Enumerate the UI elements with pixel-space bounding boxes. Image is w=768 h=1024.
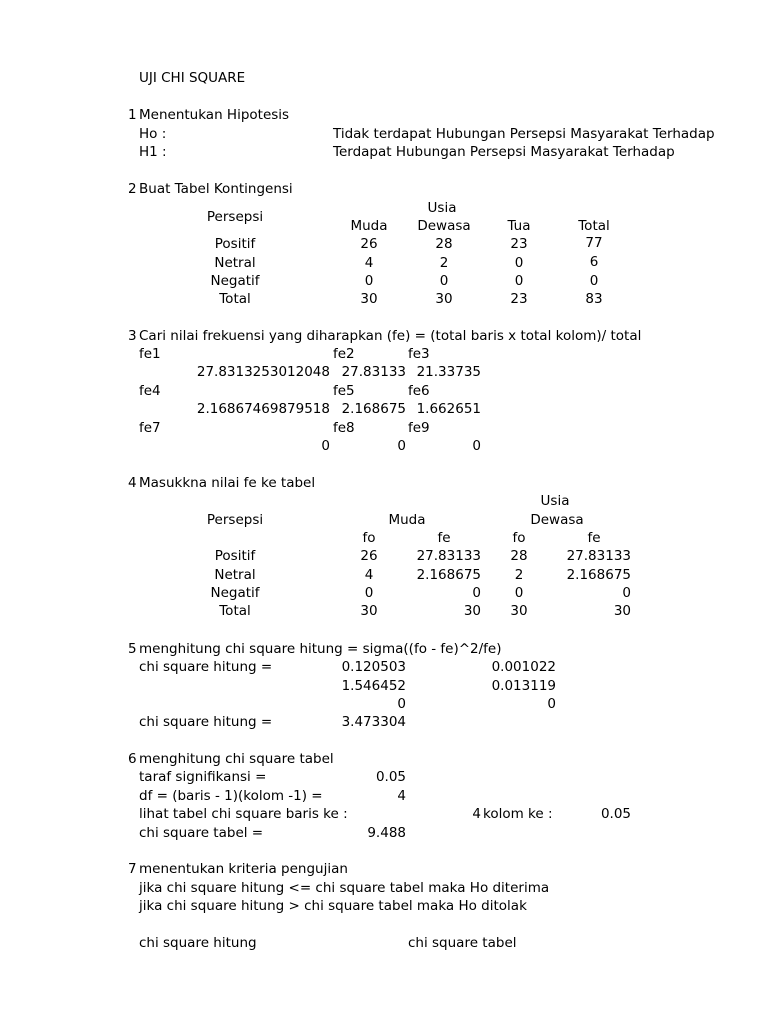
- df-value: 4: [397, 788, 406, 804]
- table-cell: 2: [439, 255, 449, 271]
- page-title: UJI CHI SQUARE: [139, 70, 246, 86]
- col-header-dewasa: Dewasa: [417, 218, 471, 234]
- fe1-label: fe1: [139, 346, 161, 362]
- table-cell: 6: [589, 254, 599, 270]
- table-cell: 26: [360, 548, 378, 564]
- table-cell: 0: [622, 585, 631, 601]
- chi-term-value: 0: [547, 696, 556, 712]
- fe4-value: 2.16867469879518: [196, 401, 330, 417]
- fe8-label: fe8: [333, 420, 355, 436]
- chi-term-value: 1.546452: [341, 678, 406, 694]
- taraf-value: 0.05: [375, 769, 406, 785]
- row-label: Netral: [214, 567, 256, 583]
- fe3-label: fe3: [408, 346, 430, 362]
- taraf-label: taraf signifikansi =: [139, 769, 267, 785]
- table-cell: 30: [510, 603, 528, 619]
- usia-header: Usia: [540, 493, 570, 509]
- step1-number: 1: [128, 107, 137, 123]
- chi-hitung-label: chi square hitung =: [139, 659, 273, 675]
- fe7-value: 0: [321, 438, 330, 454]
- fe-header: fe: [587, 530, 601, 546]
- step7-number: 7: [128, 861, 137, 877]
- persepsi-header: Persepsi: [206, 209, 264, 225]
- step4-heading: Masukkna nilai fe ke tabel: [139, 475, 316, 491]
- step7-heading: menentukan kriteria pengujian: [139, 861, 348, 877]
- dewasa-header: Dewasa: [530, 512, 584, 528]
- col-header-muda: Muda: [350, 218, 388, 234]
- fe3-value: 21.33735: [416, 364, 481, 380]
- df-label: df = (baris - 1)(kolom -1) =: [139, 788, 323, 804]
- table-cell: 0: [472, 585, 481, 601]
- table-cell: 4: [364, 255, 374, 271]
- ho-label: Ho :: [139, 126, 167, 142]
- ho-text: Tidak terdapat Hubungan Persepsi Masyarakat Terhadap: [333, 126, 715, 142]
- row-label: Netral: [214, 255, 256, 271]
- table-cell: 0: [514, 255, 524, 271]
- chi-term-value: 0: [397, 696, 406, 712]
- fe2-value: 27.83133: [341, 364, 406, 380]
- chi-term-value: 0.013119: [491, 678, 556, 694]
- table-cell: 28: [510, 548, 528, 564]
- fe7-label: fe7: [139, 420, 161, 436]
- table-cell: 77: [585, 235, 603, 251]
- step2-heading: Buat Tabel Kontingensi: [139, 181, 293, 197]
- fe6-value: 1.662651: [416, 401, 481, 417]
- table-cell: 0: [364, 273, 374, 289]
- fo-header: fo: [362, 530, 376, 546]
- step1-heading: Menentukan Hipotesis: [139, 107, 290, 123]
- step3-heading: Cari nilai frekuensi yang diharapkan (fe) = (total baris x total kolom)/ total: [139, 328, 642, 344]
- kriteria-line-2: jika chi square hitung > chi square tabel maka Ho ditolak: [139, 898, 527, 914]
- table-cell: 0: [514, 273, 524, 289]
- compare-hitung-label: chi square hitung: [139, 935, 257, 951]
- fe4-label: fe4: [139, 383, 161, 399]
- table-cell: 28: [435, 236, 453, 252]
- row-label: Negatif: [210, 585, 260, 601]
- persepsi-header: Persepsi: [206, 512, 264, 528]
- fe6-label: fe6: [408, 383, 430, 399]
- step5-number: 5: [128, 641, 137, 657]
- chi-tabel-label: chi square tabel =: [139, 825, 264, 841]
- fo-header: fo: [512, 530, 526, 546]
- fe1-value: 27.8313253012048: [196, 364, 330, 380]
- row-label: Positif: [214, 236, 256, 252]
- compare-tabel-label: chi square tabel: [408, 935, 517, 951]
- row-label: Negatif: [210, 273, 260, 289]
- fe9-value: 0: [472, 438, 481, 454]
- row-label: Positif: [214, 548, 256, 564]
- lihat-label: lihat tabel chi square baris ke :: [139, 806, 348, 822]
- table-cell: 4: [364, 567, 374, 583]
- table-cell: 23: [510, 236, 528, 252]
- fe-header: fe: [437, 530, 451, 546]
- table-cell: 27.83133: [566, 548, 631, 564]
- h1-text: Terdapat Hubungan Persepsi Masyarakat Terhadap: [333, 144, 675, 160]
- kolom-value: 0.05: [600, 806, 631, 822]
- step6-heading: menghitung chi square tabel: [139, 751, 334, 767]
- fe5-label: fe5: [333, 383, 355, 399]
- chi-tabel-value: 9.488: [367, 825, 406, 841]
- table-cell: 0: [439, 273, 449, 289]
- table-cell: 27.83133: [416, 548, 481, 564]
- fe9-label: fe9: [408, 420, 430, 436]
- table-cell: 23: [510, 291, 528, 307]
- chi-term-value: 0.001022: [491, 659, 556, 675]
- chi-hitung-total-label: chi square hitung =: [139, 714, 273, 730]
- fe8-value: 0: [397, 438, 406, 454]
- muda-header: Muda: [388, 512, 426, 528]
- fe5-value: 2.168675: [341, 401, 406, 417]
- table-cell: 2.168675: [416, 567, 481, 583]
- h1-label: H1 :: [139, 144, 167, 160]
- step6-number: 6: [128, 751, 137, 767]
- kolom-label: kolom ke :: [483, 806, 553, 822]
- table-cell: 0: [514, 585, 524, 601]
- table-cell: 2: [514, 567, 524, 583]
- table-cell: 0: [589, 273, 599, 289]
- col-header-tua: Tua: [507, 218, 531, 234]
- step5-heading: menghitung chi square hitung = sigma((fo - fe)^2/fe): [139, 641, 502, 657]
- step2-number: 2: [128, 181, 137, 197]
- table-cell: 83: [585, 291, 603, 307]
- table-cell: 26: [360, 236, 378, 252]
- table-cell: 30: [463, 603, 481, 619]
- row-label: Total: [219, 603, 251, 619]
- step3-number: 3: [128, 328, 137, 344]
- col-header-total: Total: [578, 218, 610, 234]
- table-cell: 30: [360, 291, 378, 307]
- usia-header: Usia: [427, 200, 457, 216]
- chi-term-value: 0.120503: [341, 659, 406, 675]
- table-cell: 30: [613, 603, 631, 619]
- baris-value: 4: [472, 806, 481, 822]
- table-cell: 2.168675: [566, 567, 631, 583]
- fe2-label: fe2: [333, 346, 355, 362]
- table-cell: 30: [360, 603, 378, 619]
- kriteria-line-1: jika chi square hitung <= chi square tabel maka Ho diterima: [139, 880, 550, 896]
- chi-hitung-total-value: 3.473304: [341, 714, 406, 730]
- step4-number: 4: [128, 475, 137, 491]
- table-cell: 0: [364, 585, 374, 601]
- table-cell: 30: [435, 291, 453, 307]
- row-label: Total: [219, 291, 251, 307]
